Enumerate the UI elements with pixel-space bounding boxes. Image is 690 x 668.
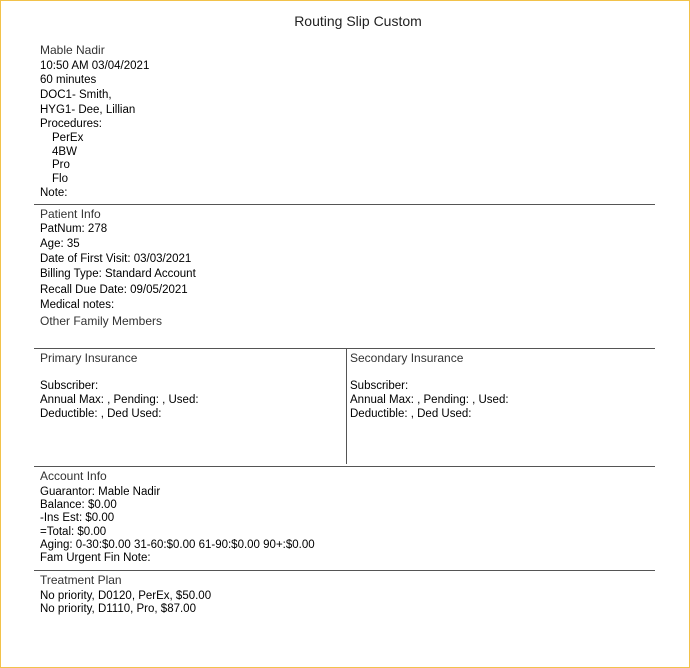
page-title: Routing Slip Custom <box>294 13 422 29</box>
patient-info-heading: Patient Info <box>40 207 101 221</box>
primary-subscriber: Subscriber: <box>40 380 99 392</box>
secondary-subscriber: Subscriber: <box>350 380 409 392</box>
billing-type: Billing Type: Standard Account <box>40 268 196 280</box>
age: Age: 35 <box>40 238 80 250</box>
procedure-item: 4BW <box>52 146 77 158</box>
primary-deductible: Deductible: , Ded Used: <box>40 408 162 420</box>
procedures-label: Procedures: <box>40 118 103 130</box>
other-family-members: Other Family Members <box>40 314 163 328</box>
first-visit: Date of First Visit: 03/03/2021 <box>40 253 192 265</box>
procedure-item: Flo <box>52 173 68 185</box>
fam-urgent-fin-note: Fam Urgent Fin Note: <box>40 552 151 564</box>
appointment-length: 60 minutes <box>40 74 97 86</box>
medical-notes: Medical notes: <box>40 299 115 311</box>
divider <box>34 570 655 571</box>
treatment-plan-heading: Treatment Plan <box>40 573 122 587</box>
procedure-item: Pro <box>52 159 70 171</box>
ins-est: -Ins Est: $0.00 <box>40 512 115 524</box>
account-info-heading: Account Info <box>40 469 107 483</box>
treatment-plan-item: No priority, D1110, Pro, $87.00 <box>40 603 196 615</box>
patnum: PatNum: 278 <box>40 223 108 235</box>
balance: Balance: $0.00 <box>40 499 117 511</box>
guarantor: Guarantor: Mable Nadir <box>40 486 161 498</box>
secondary-annual-max: Annual Max: , Pending: , Used: <box>350 394 509 406</box>
aging: Aging: 0-30:$0.00 31-60:$0.00 61-90:$0.00 90+:$0.00 <box>40 539 315 551</box>
recall-due: Recall Due Date: 09/05/2021 <box>40 284 188 296</box>
total: =Total: $0.00 <box>40 526 107 538</box>
note-label: Note: <box>40 187 68 199</box>
appointment-provider: DOC1- Smith, <box>40 89 112 101</box>
divider <box>34 466 655 467</box>
secondary-insurance-heading: Secondary Insurance <box>350 351 464 365</box>
primary-annual-max: Annual Max: , Pending: , Used: <box>40 394 199 406</box>
insurance-column-divider <box>346 348 347 464</box>
divider <box>34 204 655 205</box>
secondary-deductible: Deductible: , Ded Used: <box>350 408 472 420</box>
appointment-time-date: 10:50 AM 03/04/2021 <box>40 60 150 72</box>
treatment-plan-item: No priority, D0120, PerEx, $50.00 <box>40 590 212 602</box>
divider <box>34 348 655 349</box>
primary-insurance-heading: Primary Insurance <box>40 351 138 365</box>
patient-name: Mable Nadir <box>40 43 105 57</box>
procedure-item: PerEx <box>52 132 84 144</box>
appointment-hygienist: HYG1- Dee, Lillian <box>40 104 136 116</box>
